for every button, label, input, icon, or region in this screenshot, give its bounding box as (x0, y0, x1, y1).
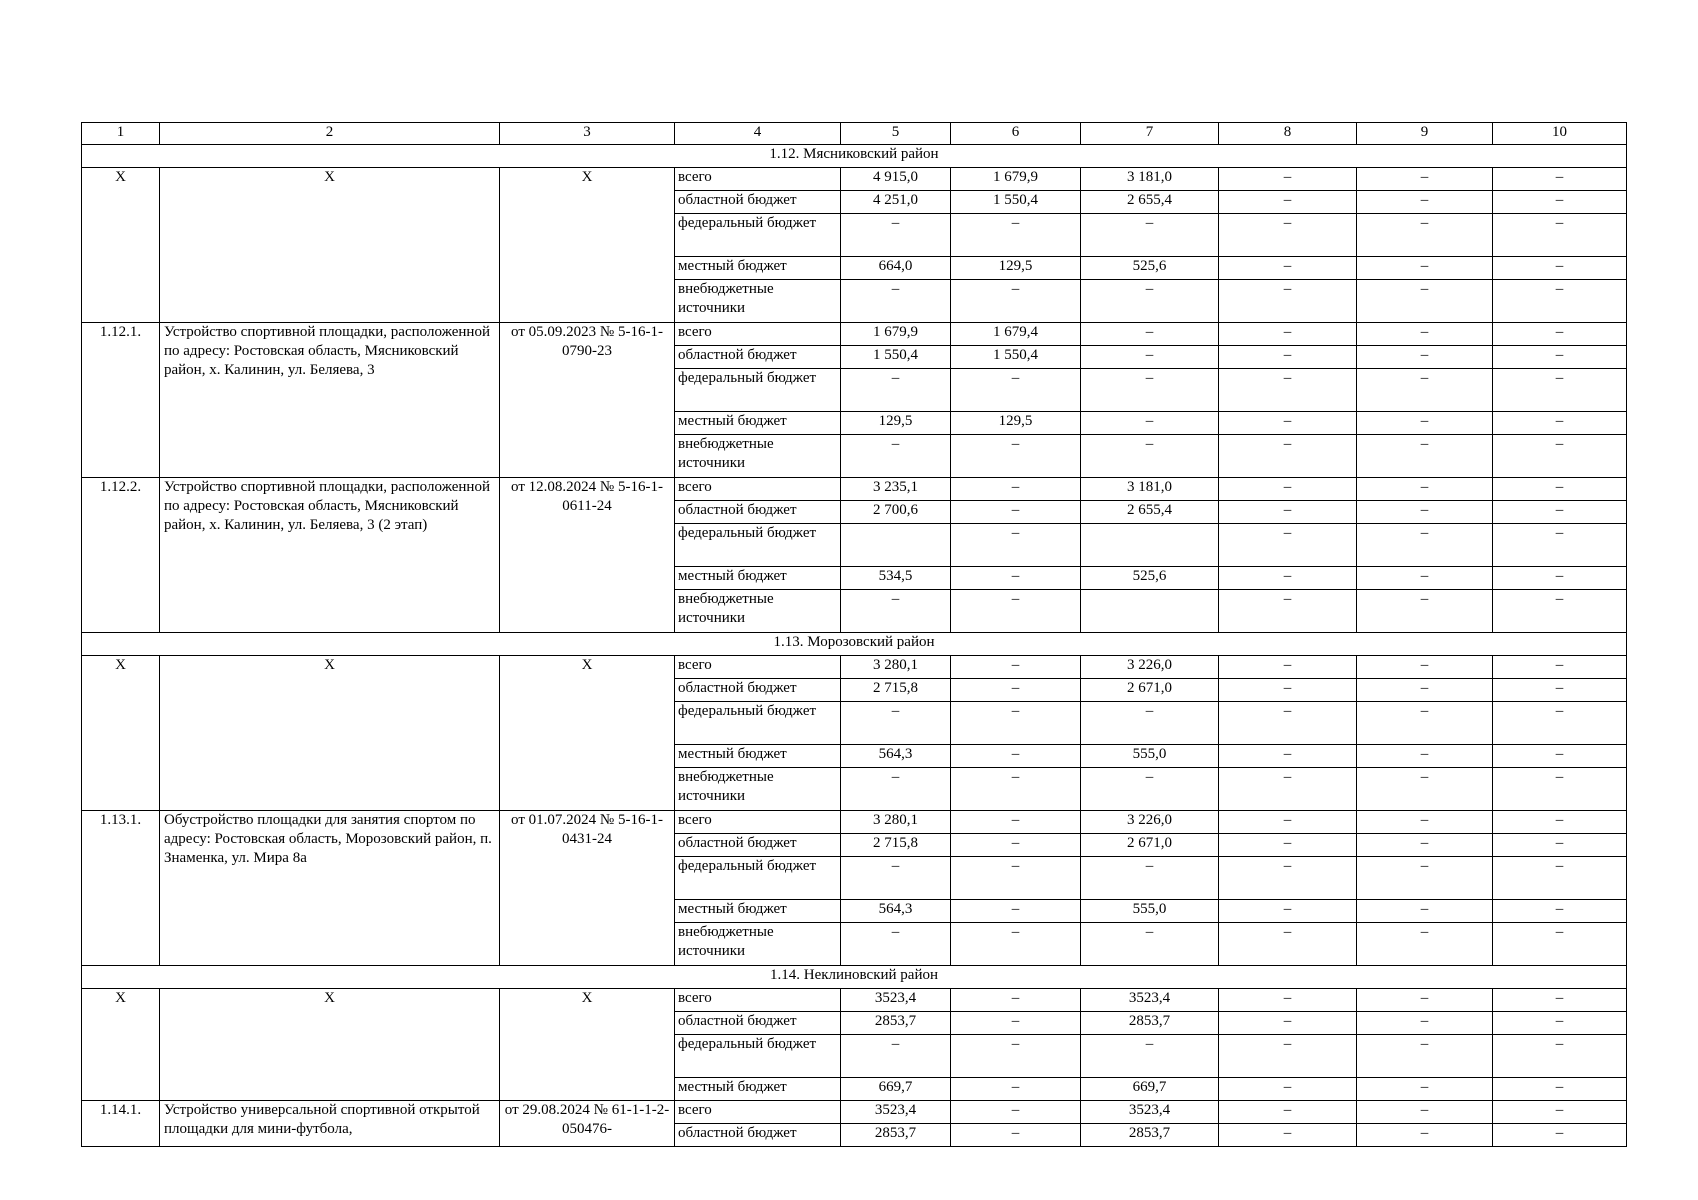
amount-cell: – (1357, 989, 1493, 1012)
amount-cell: 3523,4 (1081, 1101, 1219, 1124)
amount-cell: – (1219, 679, 1357, 702)
section-title: 1.14. Неклиновский район (82, 966, 1627, 989)
amount-cell: – (1219, 191, 1357, 214)
amount-cell: 4 915,0 (841, 168, 951, 191)
amount-cell: 2853,7 (1081, 1124, 1219, 1147)
amount-cell: – (1219, 989, 1357, 1012)
funding-source: областной бюджет (675, 834, 841, 857)
funding-source: местный бюджет (675, 745, 841, 768)
amount-cell: 1 679,9 (841, 323, 951, 346)
amount-cell: 1 679,9 (951, 168, 1081, 191)
amount-cell: – (951, 435, 1081, 478)
amount-cell: – (1493, 257, 1627, 280)
amount-cell: – (1081, 323, 1219, 346)
permit-document: от 29.08.2024 № 61-1-1-2-050476- (500, 1101, 675, 1147)
table-row (82, 323, 1627, 346)
amount-cell: 2 671,0 (1081, 679, 1219, 702)
amount-cell: – (1493, 501, 1627, 524)
amount-cell: – (1219, 501, 1357, 524)
amount-cell (1081, 524, 1219, 567)
amount-cell: 2853,7 (1081, 1012, 1219, 1035)
amount-cell: – (1081, 857, 1219, 900)
amount-cell: – (951, 1035, 1081, 1078)
amount-cell: – (951, 214, 1081, 257)
section-title: 1.12. Мясниковский район (82, 145, 1627, 168)
amount-cell: 555,0 (1081, 745, 1219, 768)
amount-cell: – (1493, 1078, 1627, 1101)
column-header: 8 (1219, 123, 1357, 145)
amount-cell: – (1493, 923, 1627, 966)
amount-cell: – (951, 656, 1081, 679)
funding-source: областной бюджет (675, 1124, 841, 1147)
amount-cell: 2 671,0 (1081, 834, 1219, 857)
amount-cell: – (1357, 811, 1493, 834)
funding-source: всего (675, 323, 841, 346)
amount-cell: – (1219, 834, 1357, 857)
funding-source: федеральный бюджет (675, 524, 841, 567)
amount-cell: – (1493, 811, 1627, 834)
item-number: 1.12.2. (82, 478, 160, 633)
column-header: 9 (1357, 123, 1493, 145)
amount-cell: – (841, 214, 951, 257)
amount-cell: – (1357, 323, 1493, 346)
amount-cell: – (951, 834, 1081, 857)
amount-cell: – (1493, 656, 1627, 679)
amount-cell: – (1357, 168, 1493, 191)
amount-cell: – (1493, 214, 1627, 257)
item-number: Х (82, 168, 160, 323)
amount-cell: – (951, 745, 1081, 768)
amount-cell: – (1357, 923, 1493, 966)
amount-cell: 669,7 (1081, 1078, 1219, 1101)
amount-cell: 3523,4 (841, 989, 951, 1012)
section-row (82, 145, 1627, 168)
funding-source: всего (675, 989, 841, 1012)
amount-cell: – (1081, 369, 1219, 412)
amount-cell: 2 700,6 (841, 501, 951, 524)
amount-cell: – (1357, 524, 1493, 567)
amount-cell: – (1357, 1078, 1493, 1101)
amount-cell: – (1493, 1101, 1627, 1124)
amount-cell: – (1219, 811, 1357, 834)
amount-cell: 664,0 (841, 257, 951, 280)
amount-cell: 1 550,4 (951, 346, 1081, 369)
object-name: Х (160, 989, 500, 1101)
amount-cell: – (1357, 834, 1493, 857)
amount-cell: – (1081, 768, 1219, 811)
amount-cell: – (1081, 346, 1219, 369)
funding-source: местный бюджет (675, 1078, 841, 1101)
amount-cell: 525,6 (1081, 567, 1219, 590)
amount-cell: – (1357, 745, 1493, 768)
amount-cell: 1 550,4 (841, 346, 951, 369)
amount-cell: 3 280,1 (841, 811, 951, 834)
amount-cell: – (951, 900, 1081, 923)
amount-cell: – (1357, 900, 1493, 923)
item-number: Х (82, 656, 160, 811)
amount-cell: – (1357, 656, 1493, 679)
amount-cell: – (1357, 567, 1493, 590)
amount-cell: – (951, 1078, 1081, 1101)
item-number: 1.13.1. (82, 811, 160, 966)
amount-cell: – (1493, 1035, 1627, 1078)
amount-cell: – (1493, 590, 1627, 633)
amount-cell: – (1357, 478, 1493, 501)
amount-cell: – (1357, 369, 1493, 412)
amount-cell: – (1081, 702, 1219, 745)
amount-cell: – (1357, 346, 1493, 369)
amount-cell: – (951, 478, 1081, 501)
permit-document: Х (500, 656, 675, 811)
amount-cell: 4 251,0 (841, 191, 951, 214)
funding-source: областной бюджет (675, 501, 841, 524)
amount-cell: – (1219, 257, 1357, 280)
amount-cell: – (1219, 214, 1357, 257)
permit-document: Х (500, 168, 675, 323)
amount-cell: – (1219, 369, 1357, 412)
amount-cell: 3 280,1 (841, 656, 951, 679)
funding-source: всего (675, 811, 841, 834)
amount-cell: – (1219, 412, 1357, 435)
amount-cell: 564,3 (841, 900, 951, 923)
amount-cell: – (1493, 435, 1627, 478)
amount-cell: – (841, 923, 951, 966)
amount-cell: 555,0 (1081, 900, 1219, 923)
amount-cell: – (951, 567, 1081, 590)
amount-cell: – (951, 857, 1081, 900)
amount-cell: – (1219, 435, 1357, 478)
funding-source: местный бюджет (675, 412, 841, 435)
funding-source: федеральный бюджет (675, 857, 841, 900)
amount-cell: – (1219, 1078, 1357, 1101)
amount-cell: – (951, 679, 1081, 702)
funding-source: внебюджетные источники (675, 923, 841, 966)
amount-cell: – (1219, 1035, 1357, 1078)
amount-cell: – (1081, 923, 1219, 966)
amount-cell: 3523,4 (841, 1101, 951, 1124)
amount-cell: – (1493, 323, 1627, 346)
amount-cell: – (1219, 702, 1357, 745)
item-number: 1.12.1. (82, 323, 160, 478)
funding-source: внебюджетные источники (675, 768, 841, 811)
amount-cell: 3 181,0 (1081, 478, 1219, 501)
amount-cell: – (1357, 1101, 1493, 1124)
funding-source: областной бюджет (675, 346, 841, 369)
column-header: 6 (951, 123, 1081, 145)
funding-source: всего (675, 478, 841, 501)
amount-cell: 1 679,4 (951, 323, 1081, 346)
amount-cell: – (1357, 191, 1493, 214)
amount-cell: – (1219, 923, 1357, 966)
amount-cell: 3 235,1 (841, 478, 951, 501)
amount-cell: – (1081, 1035, 1219, 1078)
funding-source: федеральный бюджет (675, 1035, 841, 1078)
amount-cell: 534,5 (841, 567, 951, 590)
funding-source: внебюджетные источники (675, 280, 841, 323)
amount-cell: 129,5 (951, 257, 1081, 280)
amount-cell (841, 524, 951, 567)
object-name: Устройство универсальной спортивной открытой площадки для мини-футбола, (160, 1101, 500, 1147)
amount-cell: – (841, 435, 951, 478)
amount-cell: 129,5 (841, 412, 951, 435)
amount-cell: – (1357, 435, 1493, 478)
item-number: 1.14.1. (82, 1101, 160, 1147)
amount-cell: – (1219, 567, 1357, 590)
permit-document: от 05.09.2023 № 5-16-1-0790-23 (500, 323, 675, 478)
amount-cell: – (1493, 679, 1627, 702)
amount-cell: – (1357, 857, 1493, 900)
amount-cell: – (1081, 214, 1219, 257)
amount-cell: – (1219, 168, 1357, 191)
column-header: 7 (1081, 123, 1219, 145)
section-title: 1.13. Морозовский район (82, 633, 1627, 656)
permit-document: от 01.07.2024 № 5-16-1-0431-24 (500, 811, 675, 966)
amount-cell: – (1493, 567, 1627, 590)
amount-cell: – (841, 369, 951, 412)
permit-document: Х (500, 989, 675, 1101)
section-row (82, 633, 1627, 656)
amount-cell: 129,5 (951, 412, 1081, 435)
funding-source: внебюджетные источники (675, 590, 841, 633)
amount-cell: – (1493, 702, 1627, 745)
amount-cell: – (1357, 1012, 1493, 1035)
amount-cell: – (1219, 1101, 1357, 1124)
funding-source: федеральный бюджет (675, 702, 841, 745)
amount-cell: – (1493, 768, 1627, 811)
amount-cell: – (1219, 656, 1357, 679)
amount-cell: – (1493, 745, 1627, 768)
item-number: Х (82, 989, 160, 1101)
amount-cell: – (1493, 369, 1627, 412)
table-row (82, 1101, 1627, 1124)
amount-cell: 2 715,8 (841, 679, 951, 702)
amount-cell: 564,3 (841, 745, 951, 768)
amount-cell: – (1219, 768, 1357, 811)
amount-cell: – (1357, 1035, 1493, 1078)
amount-cell: – (1219, 346, 1357, 369)
amount-cell: – (951, 923, 1081, 966)
amount-cell: – (1081, 412, 1219, 435)
amount-cell: 3 226,0 (1081, 811, 1219, 834)
amount-cell: – (841, 857, 951, 900)
amount-cell: 2853,7 (841, 1124, 951, 1147)
amount-cell: – (1219, 1012, 1357, 1035)
amount-cell: – (951, 1012, 1081, 1035)
amount-cell: – (951, 702, 1081, 745)
amount-cell: – (1219, 590, 1357, 633)
funding-source: федеральный бюджет (675, 214, 841, 257)
funding-source: всего (675, 656, 841, 679)
funding-source: внебюджетные источники (675, 435, 841, 478)
section-row (82, 966, 1627, 989)
amount-cell: – (1493, 346, 1627, 369)
amount-cell: – (1357, 412, 1493, 435)
amount-cell: 3 226,0 (1081, 656, 1219, 679)
amount-cell: – (1357, 214, 1493, 257)
amount-cell: – (1219, 280, 1357, 323)
table-row (82, 478, 1627, 501)
column-header: 10 (1493, 123, 1627, 145)
amount-cell: 1 550,4 (951, 191, 1081, 214)
amount-cell: – (1493, 834, 1627, 857)
column-header: 5 (841, 123, 951, 145)
amount-cell: 2 655,4 (1081, 501, 1219, 524)
funding-source: областной бюджет (675, 191, 841, 214)
funding-source: областной бюджет (675, 679, 841, 702)
amount-cell: – (1357, 257, 1493, 280)
object-name: Обустройство площадки для занятия спортом по адресу: Ростовская область, Морозовский район, п. Знаменка, ул. Мира 8а (160, 811, 500, 966)
amount-cell: – (841, 1035, 951, 1078)
amount-cell: – (1219, 1124, 1357, 1147)
amount-cell: – (951, 280, 1081, 323)
funding-source: местный бюджет (675, 257, 841, 280)
amount-cell: – (951, 1101, 1081, 1124)
amount-cell: – (841, 590, 951, 633)
column-header: 4 (675, 123, 841, 145)
column-header: 1 (82, 123, 160, 145)
amount-cell: – (1357, 702, 1493, 745)
amount-cell: – (1357, 1124, 1493, 1147)
amount-cell: – (951, 1124, 1081, 1147)
amount-cell: – (1493, 524, 1627, 567)
funding-source: всего (675, 1101, 841, 1124)
amount-cell: – (951, 590, 1081, 633)
object-name: Х (160, 168, 500, 323)
amount-cell (1081, 590, 1219, 633)
header-row (82, 123, 1627, 145)
table-row (82, 168, 1627, 191)
budget-table (81, 122, 1627, 1147)
amount-cell: – (1219, 857, 1357, 900)
amount-cell: – (841, 280, 951, 323)
amount-cell: – (1357, 501, 1493, 524)
amount-cell: – (1081, 435, 1219, 478)
column-header: 3 (500, 123, 675, 145)
table-row (82, 989, 1627, 1012)
object-name: Х (160, 656, 500, 811)
amount-cell: 669,7 (841, 1078, 951, 1101)
object-name: Устройство спортивной площадки, расположенной по адресу: Ростовская область, Мясниковский район, х. Калинин, ул. Беляева, 3 (160, 323, 500, 478)
amount-cell: 525,6 (1081, 257, 1219, 280)
table-row (82, 811, 1627, 834)
table-row (82, 656, 1627, 679)
amount-cell: 3523,4 (1081, 989, 1219, 1012)
amount-cell: – (951, 811, 1081, 834)
amount-cell: – (1219, 323, 1357, 346)
amount-cell: – (1493, 1124, 1627, 1147)
amount-cell: – (951, 768, 1081, 811)
amount-cell: – (1493, 191, 1627, 214)
amount-cell: – (951, 524, 1081, 567)
amount-cell: – (1493, 989, 1627, 1012)
amount-cell: 3 181,0 (1081, 168, 1219, 191)
amount-cell: – (841, 768, 951, 811)
amount-cell: – (1219, 900, 1357, 923)
funding-source: местный бюджет (675, 567, 841, 590)
amount-cell: – (1357, 280, 1493, 323)
amount-cell: – (1357, 679, 1493, 702)
table-body (82, 123, 1627, 1147)
permit-document: от 12.08.2024 № 5-16-1-0611-24 (500, 478, 675, 633)
amount-cell: – (1493, 280, 1627, 323)
amount-cell: – (1493, 900, 1627, 923)
amount-cell: 2 715,8 (841, 834, 951, 857)
amount-cell: – (1493, 168, 1627, 191)
amount-cell: 2 655,4 (1081, 191, 1219, 214)
amount-cell: – (1357, 590, 1493, 633)
amount-cell: – (1493, 478, 1627, 501)
amount-cell: – (1219, 745, 1357, 768)
amount-cell: – (1219, 478, 1357, 501)
column-header: 2 (160, 123, 500, 145)
object-name: Устройство спортивной площадки, расположенной по адресу: Ростовская область, Мясниковский район, х. Калинин, ул. Беляева, 3 (2 этап) (160, 478, 500, 633)
funding-source: федеральный бюджет (675, 369, 841, 412)
amount-cell: 2853,7 (841, 1012, 951, 1035)
amount-cell: – (1219, 524, 1357, 567)
amount-cell: – (1493, 412, 1627, 435)
amount-cell: – (841, 702, 951, 745)
amount-cell: – (951, 369, 1081, 412)
funding-source: местный бюджет (675, 900, 841, 923)
amount-cell: – (951, 989, 1081, 1012)
amount-cell: – (1357, 768, 1493, 811)
funding-source: всего (675, 168, 841, 191)
amount-cell: – (951, 501, 1081, 524)
funding-source: областной бюджет (675, 1012, 841, 1035)
amount-cell: – (1493, 857, 1627, 900)
amount-cell: – (1081, 280, 1219, 323)
amount-cell: – (1493, 1012, 1627, 1035)
